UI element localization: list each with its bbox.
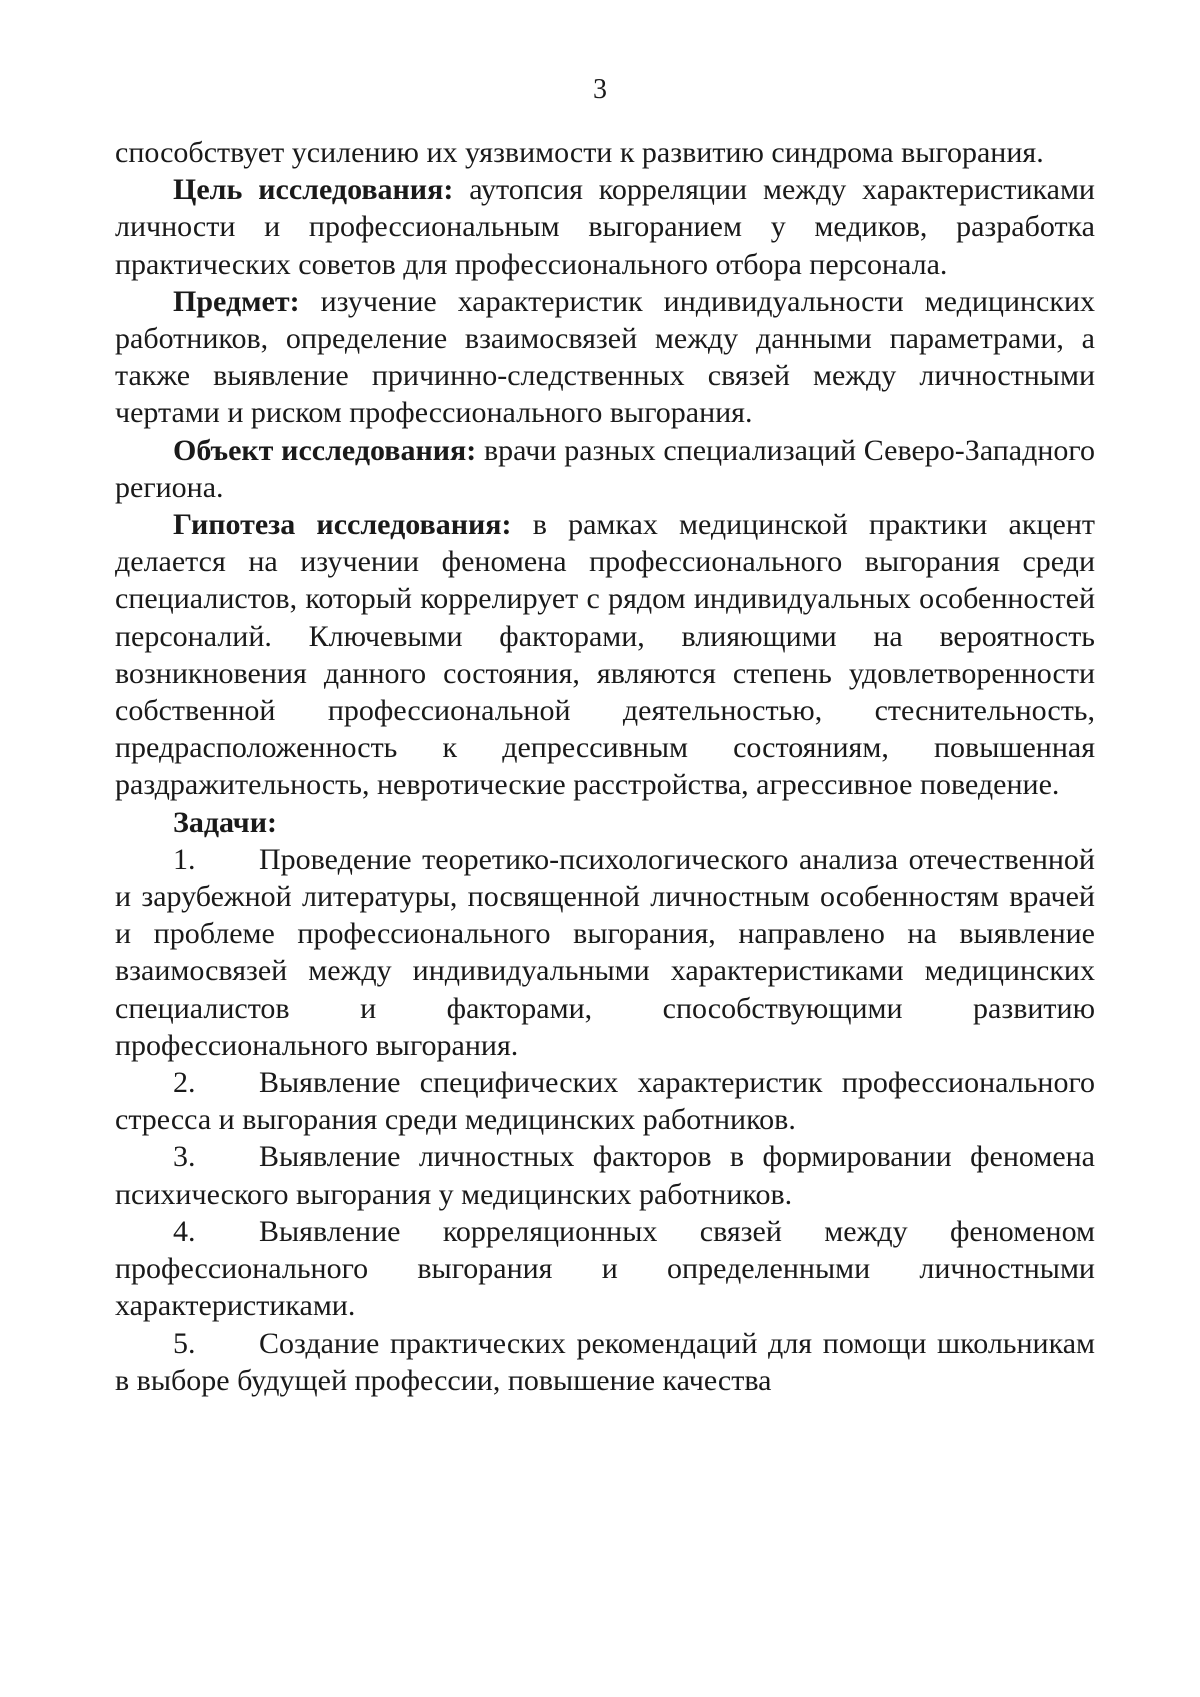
intro-paragraph: способствует усилению их уязвимости к развитию синдрома выгорания. — [115, 136, 1044, 169]
subject-label: Предмет: — [173, 284, 300, 318]
goal-label: Цель исследования: — [173, 173, 454, 207]
task-number: 3. — [173, 1140, 196, 1174]
task-text: Создание практических рекомендаций для помощи школьникам в выборе будущей профессии, повышение качества — [115, 1326, 1095, 1397]
subject-paragraph — [115, 283, 1095, 432]
object-text: врачи разных специализаций Северо-Западного региона. — [115, 433, 1095, 504]
task-item — [115, 841, 1095, 1064]
hypothesis-paragraph — [115, 506, 1095, 804]
goal-text: аутопсия корреляции между характеристиками личности и профессиональным выгоранием у медиков, разработка практических советов для профессионального отбора персонала. — [115, 173, 1095, 281]
hypothesis-text: в рамках медицинской практики акцент делается на изучении феномена профессионального выгорания среди специалистов, который коррелирует с рядом индивидуальных особенностей персоналий. Ключевыми факторами, влияющими на вероятность возникновения данного состояния, являются степень удовлетворенности собственной профессиональной деятельностью, стеснительность, предрасположенность к депрессивным состояниям, повышенная раздражительность, невротические расстройства, агрессивное поведение. — [115, 508, 1095, 802]
task-item — [115, 1325, 1095, 1399]
page-number: 3 — [593, 74, 607, 105]
task-text: Выявление корреляционных связей между феноменом профессионального выгорания и определенными личностными характеристиками. — [115, 1214, 1095, 1323]
task-text: Выявление личностных факторов в формировании феномена психического выгорания у медицинских работников. — [115, 1140, 1095, 1211]
object-label: Объект исследования: — [173, 433, 477, 467]
task-item — [115, 1213, 1095, 1325]
task-number: 5. — [173, 1326, 196, 1360]
task-number: 2. — [173, 1066, 196, 1100]
object-paragraph — [115, 432, 1095, 506]
task-item — [115, 1138, 1095, 1212]
document-body — [115, 134, 1095, 1399]
goal-paragraph — [115, 171, 1095, 283]
task-number: 1. — [173, 842, 196, 876]
task-item — [115, 1064, 1095, 1138]
subject-text: изучение характеристик индивидуальности медицинских работников, определение взаимосвязей между данными параметрами, а также выявление причинно-следственных связей между личностными чертами и риском профессионального выгорания. — [115, 284, 1095, 430]
task-number: 4. — [173, 1214, 196, 1248]
task-text: Проведение теоретико-психологического анализа отечественной и зарубежной литературы, посвященной личностным особенностям врачей и проблеме профессионального выгорания, направлено на выявление взаимосвязей между индивидуальными характеристиками медицинских специалистов и факторами, способствующими развитию профессионального выгорания. — [115, 842, 1095, 1062]
tasks-heading-paragraph — [115, 804, 1095, 841]
hypothesis-label: Гипотеза исследования: — [173, 508, 512, 542]
tasks-heading: Задачи: — [173, 805, 278, 839]
task-text: Выявление специфических характеристик профессионального стресса и выгорания среди медицинских работников. — [115, 1066, 1095, 1137]
